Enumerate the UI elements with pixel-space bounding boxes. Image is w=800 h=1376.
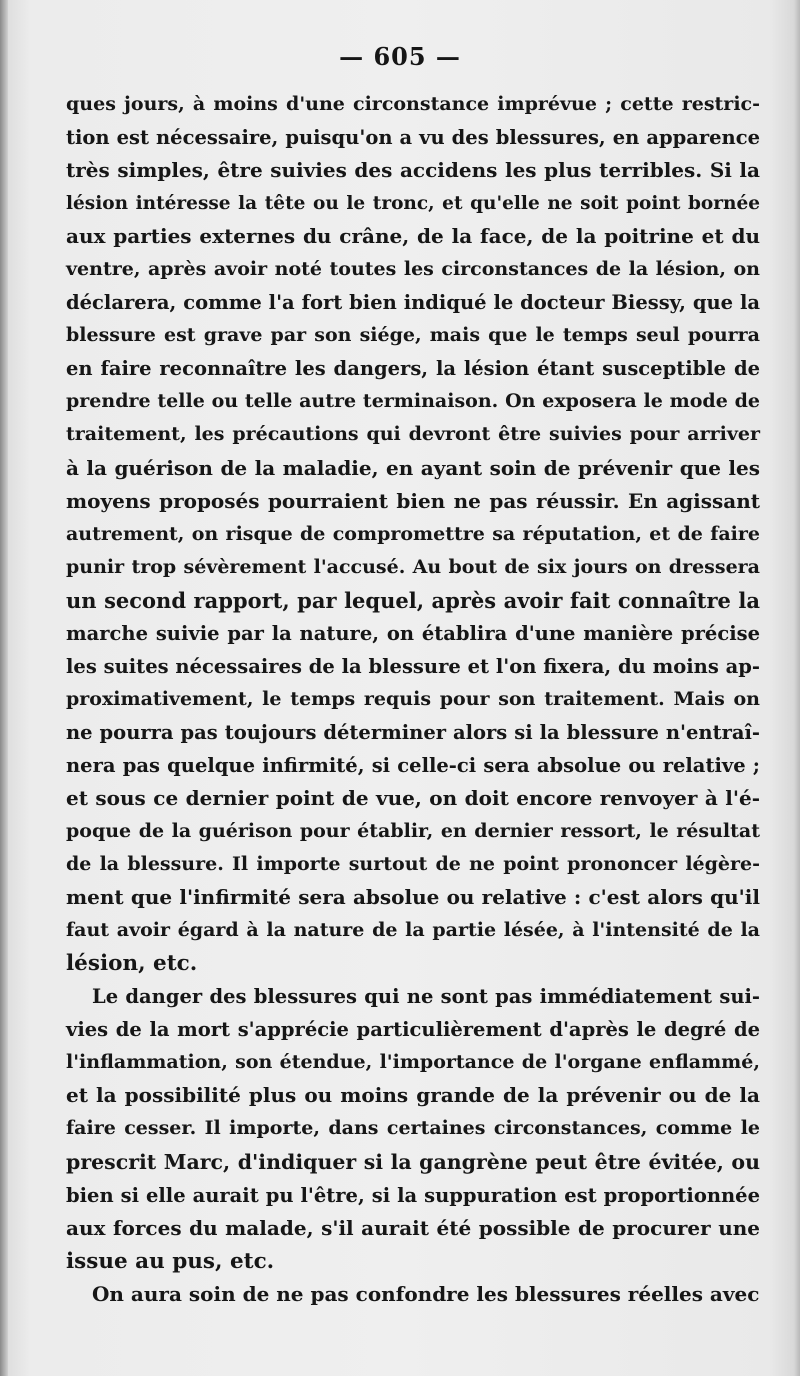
text-line: faut avoir égard à la nature de la partie lésée, à l'intensité de la: [66, 919, 760, 942]
text-line: bien si elle aurait pu l'être, si la suppuration est proportionnée: [66, 1183, 760, 1207]
paragraph: [66, 1278, 760, 1311]
text-line: traitement, les précautions qui devront être suivies pour arriver: [66, 423, 760, 446]
text-line: vies de la mort s'apprécie particulièrement d'après le degré de: [66, 1018, 760, 1042]
text-line: en faire reconnaître les dangers, la lésion étant susceptible de: [66, 357, 760, 381]
page-edge-shadow-left: [0, 0, 8, 1376]
text-line: tion est nécessaire, puisqu'on a vu des blessures, en apparence: [66, 126, 760, 150]
text-line: et la possibilité plus ou moins grande de la prévenir ou de la: [66, 1083, 760, 1108]
text-line: faire cesser. Il importe, dans certaines circonstances, comme le: [66, 1117, 760, 1140]
text-line: très simples, être suivies des accidens les plus terribles. Si la: [66, 158, 760, 183]
text-line: l'inflammation, son étendue, l'importance de l'organe enflammé,: [66, 1051, 760, 1074]
text-line: On aura soin de ne pas confondre les blessures réelles avec: [92, 1281, 760, 1306]
text-line: lésion intéresse la tête ou le tronc, et qu'elle ne soit point bornée: [66, 193, 760, 215]
text-line: les suites nécessaires de la blessure et l'on fixera, du moins ap-: [66, 654, 760, 678]
text-line: aux parties externes du crâne, de la face, de la poitrine et du: [66, 224, 760, 249]
text-line: Le danger des blessures qui ne sont pas immédiatement sui-: [92, 985, 760, 1009]
paragraph: [66, 980, 760, 1277]
text-line: lésion, etc.: [66, 951, 198, 977]
text-line: à la guérison de la maladie, en ayant soin de prévenir que les: [66, 455, 760, 480]
text-line: prendre telle ou telle autre terminaison. On exposera le mode de: [66, 390, 760, 413]
page-edge-shadow-right: [794, 0, 800, 1376]
text-line: prescrit Marc, d'indiquer si la gangrène peut être évitée, ou: [66, 1149, 760, 1174]
paragraph: [66, 88, 760, 980]
text-line: ment que l'infirmité sera absolue ou relative : c'est alors qu'il: [66, 885, 760, 910]
text-line: poque de la guérison pour établir, en dernier ressort, le résultat: [66, 820, 760, 843]
text-line: issue au pus, etc.: [66, 1248, 275, 1274]
text-line: ne pourra pas toujours déterminer alors si la blessure n'entraî-: [66, 720, 760, 744]
text-line: aux forces du malade, s'il aurait été possible de procurer une: [66, 1215, 760, 1240]
text-line: punir trop sévèrement l'accusé. Au bout de six jours on dressera: [66, 555, 760, 578]
text-line: et sous ce dernier point de vue, on doit encore renvoyer à l'é-: [66, 785, 760, 810]
text-line: marche suivie par la nature, on établira d'une manière précise: [66, 621, 760, 645]
page-number: — 605 —: [339, 42, 461, 71]
text-line: de la blessure. Il importe surtout de ne point prononcer légère-: [66, 853, 760, 876]
text-line: un second rapport, par lequel, après avoir fait connaître la: [66, 587, 760, 613]
text-line: blessure est grave par son siége, mais que le temps seul pourra: [66, 324, 760, 347]
text-line: proximativement, le temps requis pour son traitement. Mais on: [66, 687, 760, 710]
text-line: ventre, après avoir noté toutes les circonstances de la lésion, on: [66, 258, 760, 281]
text-line: nera pas quelque infirmité, si celle-ci sera absolue ou relative ;: [66, 753, 760, 777]
text-line: déclarera, comme l'a fort bien indiqué le docteur Biessy, que la: [66, 291, 760, 315]
text-line: moyens proposés pourraient bien ne pas réussir. En agissant: [66, 488, 760, 513]
text-line: ques jours, à moins d'une circonstance imprévue ; cette restric-: [66, 93, 760, 115]
text-line: autrement, on risque de compromettre sa réputation, et de faire: [66, 522, 760, 545]
body-text: [66, 88, 760, 1311]
